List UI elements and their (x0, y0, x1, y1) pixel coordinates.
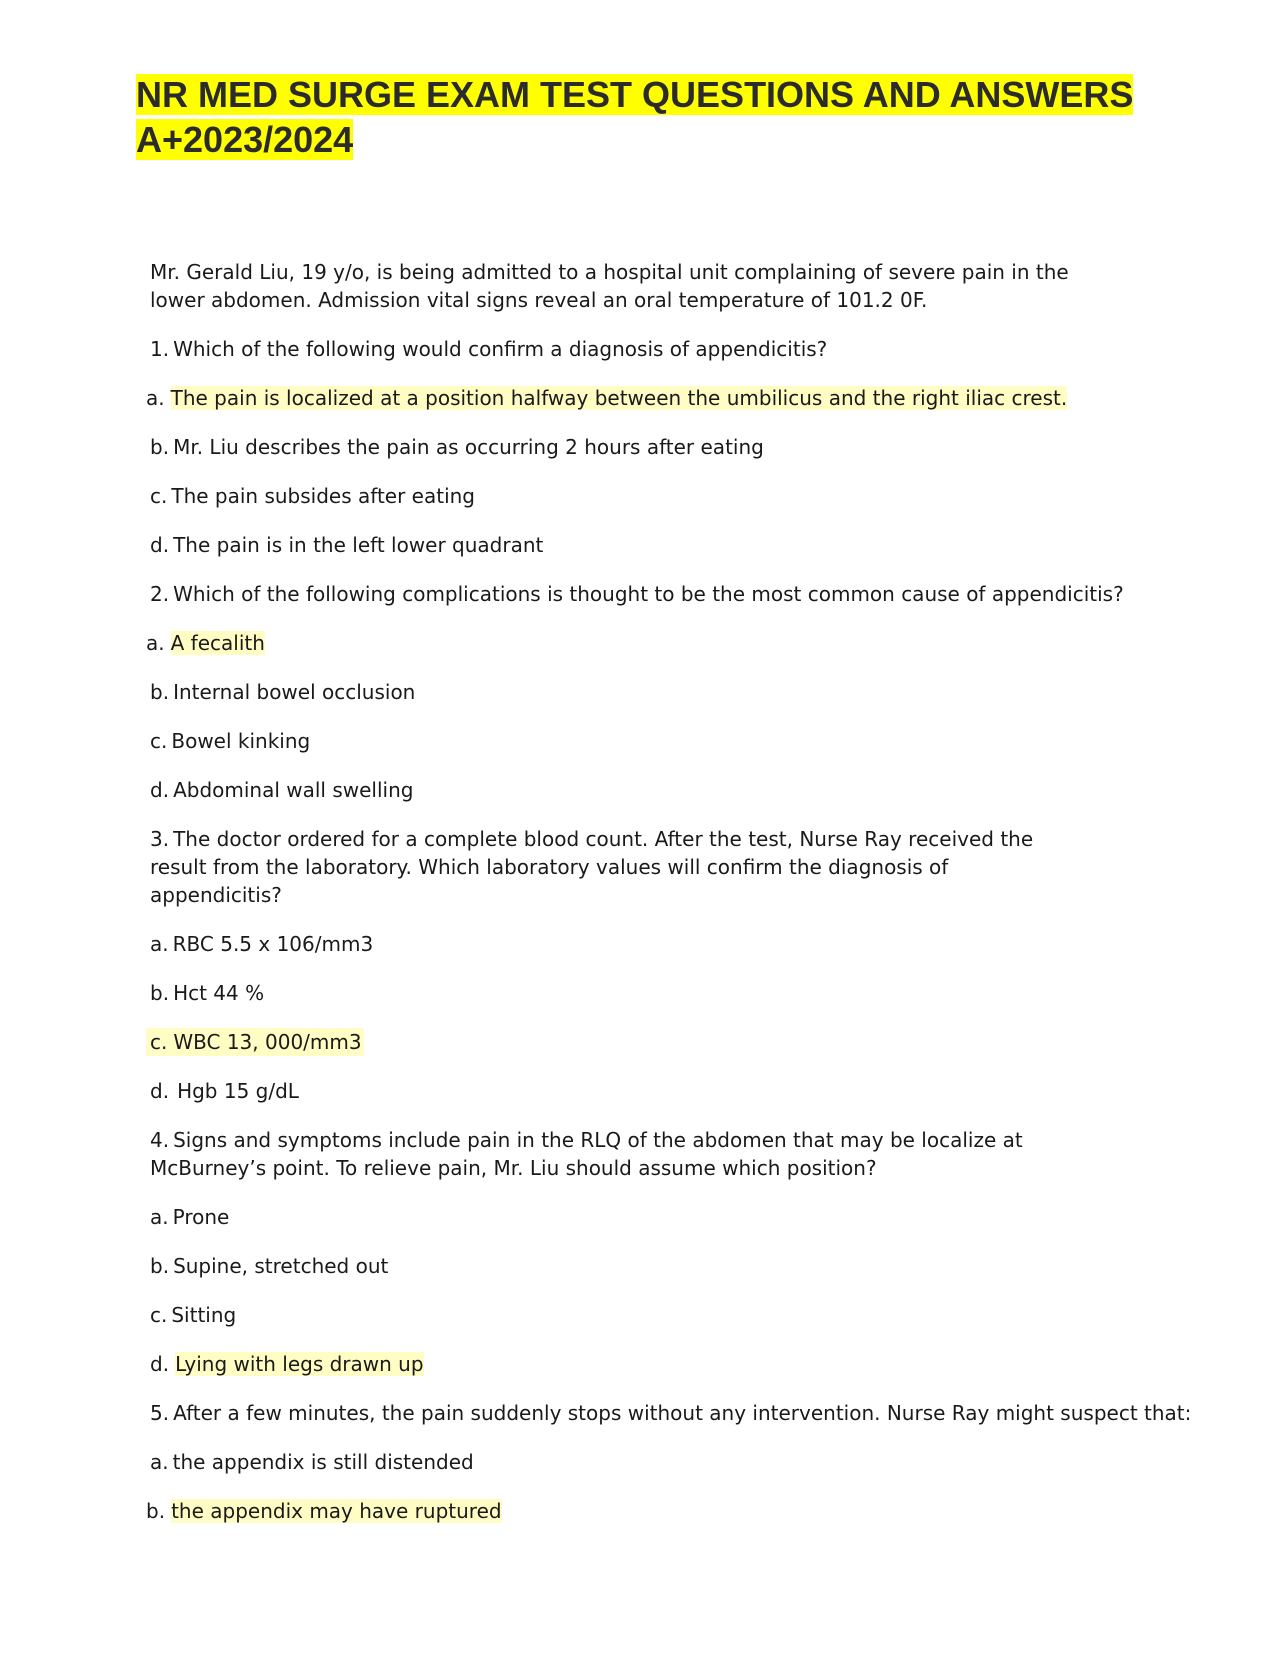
option-letter: c. (150, 1030, 168, 1054)
option-5b-correct (146, 1497, 1230, 1525)
question-number: 2. (150, 582, 170, 606)
option-3a (150, 930, 1230, 958)
option-text: The pain subsides after eating (171, 484, 476, 508)
option-1c (150, 482, 1230, 510)
option-text: Abdominal wall swelling (173, 778, 414, 802)
option-letter: b. (150, 1254, 170, 1278)
option-4a (150, 1203, 1230, 1231)
option-1d (150, 531, 1230, 559)
case-intro: Mr. Gerald Liu, 19 y/o, is being admitted to a hospital unit complaining of severe pain in the lower abdomen. Admission vital signs reveal an oral temperature of 101.2 0F. (150, 260, 1069, 312)
title-line-2: A+2023/2024 (136, 119, 354, 160)
option-text: Sitting (171, 1303, 237, 1327)
document-body (146, 258, 1230, 1546)
option-letter: d. (150, 778, 170, 802)
option-letter: c. (150, 729, 168, 753)
option-3b (150, 979, 1230, 1007)
option-letter: a. (146, 631, 165, 655)
title-line-1: NR MED SURGE EXAM TEST QUESTIONS AND ANSWERS (136, 74, 1134, 115)
option-text: Bowel kinking (171, 729, 311, 753)
option-text: Supine, stretched out (173, 1254, 389, 1278)
option-1a-correct (146, 384, 1230, 412)
option-text: Lying with legs drawn up (175, 1352, 424, 1376)
question-number: 3. (150, 827, 170, 851)
option-text: the appendix is still distended (172, 1450, 474, 1474)
option-text: Internal bowel occlusion (173, 680, 416, 704)
option-letter: d. (150, 1079, 170, 1103)
option-4d-correct (150, 1350, 1230, 1378)
question-text: Which of the following complications is thought to be the most common cause of appendicitis? (173, 582, 1124, 606)
question-text: Signs and symptoms include pain in the RLQ of the abdomen that may be localize at McBurney’s point. To relieve pain, Mr. Liu should assume which position? (150, 1128, 1023, 1180)
option-letter: d. (150, 1352, 170, 1376)
option-letter: b. (146, 1499, 166, 1523)
option-letter: a. (150, 1450, 169, 1474)
option-text: Mr. Liu describes the pain as occurring 2 hours after eating (173, 435, 764, 459)
question-1 (150, 335, 1230, 363)
question-5 (150, 1399, 1230, 1427)
option-3d (150, 1077, 1230, 1105)
option-letter: a. (150, 932, 169, 956)
question-number: 4. (150, 1128, 170, 1152)
option-text: The pain is localized at a position halfway between the umbilicus and the right iliac crest. (170, 386, 1068, 410)
option-text: A fecalith (170, 631, 265, 655)
option-text: The pain is in the left lower quadrant (173, 533, 544, 557)
option-text: Hgb 15 g/dL (177, 1079, 299, 1103)
question-text: Which of the following would confirm a diagnosis of appendicitis? (173, 337, 828, 361)
option-text: Hct 44 % (173, 981, 265, 1005)
option-letter: a. (150, 1205, 169, 1229)
question-number: 5. (150, 1401, 170, 1425)
option-5a (150, 1448, 1230, 1476)
option-letter: b. (150, 981, 170, 1005)
question-number: 1. (150, 337, 170, 361)
option-letter: b. (150, 680, 170, 704)
option-2d (150, 776, 1230, 804)
option-2b (150, 678, 1230, 706)
option-text: the appendix may have ruptured (171, 1499, 502, 1523)
question-3 (150, 825, 1080, 909)
option-4b (150, 1252, 1230, 1280)
option-letter: b. (150, 435, 170, 459)
option-1b (150, 433, 1230, 461)
option-letter: c. (150, 484, 168, 508)
option-2c (150, 727, 1230, 755)
option-letter: a. (146, 386, 165, 410)
option-text: Prone (172, 1205, 230, 1229)
document-title (136, 72, 1186, 162)
option-4c (150, 1301, 1230, 1329)
question-4 (150, 1126, 1080, 1182)
option-text: RBC 5.5 x 106/mm3 (172, 932, 374, 956)
question-text: After a few minutes, the pain suddenly stops without any intervention. Nurse Ray might suspect that: (173, 1401, 1192, 1425)
option-letter: c. (150, 1303, 168, 1327)
question-2 (150, 580, 1230, 608)
option-text: WBC 13, 000/mm3 (173, 1030, 362, 1054)
option-letter: d. (150, 533, 170, 557)
question-text: The doctor ordered for a complete blood count. After the test, Nurse Ray received the result from the laboratory. Which laboratory values will confirm the diagnosis of appendicitis? (150, 827, 1034, 907)
option-3c-correct (146, 1028, 364, 1056)
option-2a-correct (146, 629, 1230, 657)
